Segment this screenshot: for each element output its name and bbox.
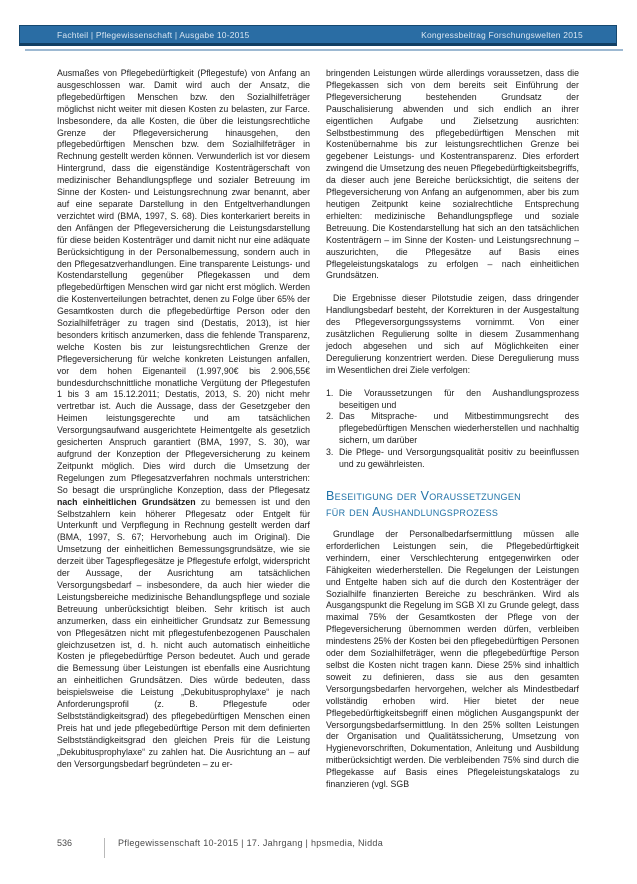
page-number: 536 (57, 838, 73, 848)
list-item (326, 447, 579, 471)
page-footer (57, 838, 383, 858)
paragraph-text-segment: Ausmaßes von Pflegebedürftigkeit (Pflegestufe) von Anfang an ausgeschlossen war. Damit wird auch der Ansatz, die pflegebedürftigen Menschen bzw. den Sozialhilfeträger möglichst nicht weiter mit diesen Kosten zu belasten, zur Farce. Insbesondere, da alle Kosten, die über die leistungsrechtliche Grenze der Pflegeversicherung hinausgehen, den pflegebedürftigen Menschen bzw. dem Sozialhilfeträger in Rechnung gestellt werden können. Verwunderlich ist vor diesem Hintergrund, dass die eigenständige Kostenträgerschaft von medizinischer Behandlungspflege und sozialer Betreuung im Sinne der Kosten- und Leistungsrechnung zwar benannt, aber auf eine separate Darstellung in den Entgeltverhandlungen verzichtet wird (BMA, 1997, S. 68). Dies konterkariert bereits in den Anfängen der Pflegeversicherung die Leistungsdarstellung für diese beiden Kostenträger und damit nicht nur eine adäquate Berücksichtigung in der Personalbemessung, sondern auch in den Pflegesatzverhandlungen. Eine transparente Leistungs- und Kostendarstellung gegenüber Pflegekassen und dem pflegebedürftigen Menschen wird gar nicht erst möglich. Werden die Kostenverteilungen betrachtet, denen zu Folge über 65% der Gesamtkosten durch die pflegebedürftige Person oder den Sozialhilfeträger zu tragen sind (Destatis, 2013), ist hier besonders kritisch anzumerken, dass die fehlende Transparenz, welche Kosten bis zur leistungsrechtlichen Grenze der Pflegeversicherung für welche konkreten Leistungen anfallen, vor dem hohen Eigenanteil (1.997,90€ bis 2.906,55€ bundesdurchschnittliche monatliche Vergütung der Pflegestufen 1 bis 3 am 15.12.2011; Destatis, 2013, S. 20) nicht mehr vertretbar ist. Auch die Aussage, dass der Gesetzgeber den Heimen leistungsgerechte und am tatsächlichen Versorgungsaufwand ausgerichtete Heimentgelte als gesetzlich gesicherten Anspruch garantiert (BMA, 1997, S. 30), war aufgrund der Konzeption der Pflegeversicherung zu keinem Zeitpunkt möglich. Dies wird durch die Umsetzung der Regelungen zum Pflegesatzverfahren nochmals unterstrichen: So besagt die ursprüngliche Konzeption, dass der Pflegesatz (57, 68, 310, 495)
paragraph-bold-segment: nach einheitlichen Grundsätzen (57, 496, 196, 507)
right-column (326, 68, 579, 832)
left-column-paragraph (57, 68, 310, 770)
section-heading (326, 488, 579, 520)
paragraph-text-segment: zu bemessen ist und den Selbstzahlern kein höherer Pflegesatz oder Entgelt für Unterkunft und Verpflegung in Rechnung gestellt werden darf (BMA, 1997, S. 67; Hervorhebung auch im Original). Die Umsetzung der einheitlichen Bemessungsgrundsätze, wie sie derzeit über Tagespflegesätze je Pflegestufe erfolgt, widerspricht der Aussage, der Ausrichtung am tatsächlichen Versorgungsbedarf – insbesondere, da auch hier wieder die Leistungsbereiche medizinische Behandlungspflege und soziale Betreuung unberücksichtigt bleiben. Sehr kritisch ist auch anzumerken, dass ein einheitlicher Grundsatz zur Bemessung von Pflegesätzen nicht mit pflegestufenbezogenen Pauschalen gleichzusetzen ist, d. h. nicht auch automatisch einheitliche Kosten je pflegebedürftige Person bedeutet. Auch und gerade die Bemessung über Leistungen ist ebenfalls eine Ausrichtung an einheitlichen Grundsätzen. Dies würde bedeuten, dass beispielsweise die Leistung „Dekubitusprophylaxe“ je nach Anforderungsprofil (z. B. Pflegestufe oder Selbstständigkeitsgrad) des pflegebedürftigen Menschen einen Preis hat und jede pflegebedürftige Person mit dem definierten Selbstständigkeitsgrad den gleichen Preis für die Leistung „Dekubitusprophylaxe“ zu zahlen hat. Die Ausrichtung an – auf den Versorgungsbedarf begründeten – zu er- (57, 496, 310, 769)
list-item (326, 411, 579, 447)
header-section-label: Fachteil | Pflegewissenschaft | Ausgabe 10-2015 (57, 29, 250, 40)
journal-info: Pflegewissenschaft 10-2015 | 17. Jahrgang | hpsmedia, Nidda (118, 838, 384, 848)
results-paragraph: Die Ergebnisse dieser Pilotstudie zeigen, dass dringender Handlungsbedarf besteht, der Korrekturen in der Ausgestaltung des Pflegeversorgungssystems vornimmt. Von einer zusätzlichen Regulierung sollte in diesem Zusammenhang jedoch abgesehen und sich auf Möglichkeiten einer Deregulierung konzentriert werden. Diese Deregulierung muss im Wesentlichen drei Ziele verfolgen: (326, 293, 579, 375)
article-body (57, 68, 582, 832)
list-item-number: 3. (326, 447, 334, 458)
section-heading-line: für den Aushandlungsprozess (326, 505, 499, 519)
list-item-text: Die Voraussetzungen für den Aushandlungsprozess beseitigen und (339, 387, 579, 410)
goal-list (326, 388, 579, 471)
page-header-bar (19, 25, 617, 46)
list-item-text: Das Mitsprache- und Mitbestimmungsrecht des pflegebedürftigen Menschen wiederherstellen und nachhaltig sichern, um darüber (339, 411, 579, 446)
header-underline (25, 49, 623, 51)
list-item-text: Die Pflege- und Versorgungsqualität positiv zu beeinflussen und zu gewährleisten. (339, 447, 579, 470)
header-article-type: Kongressbeitrag Forschungswelten 2015 (421, 29, 583, 40)
continuation-paragraph: bringenden Leistungen würde allerdings voraussetzen, dass die Pflegekassen sich von dem bereits seit Einführung der Pflegeversicherung bestehenden Grundsatz der Pauschalisierung abwenden und sich endlich an ihrer eigentlichen Aufgabe und Zielsetzung ausrichten: Selbstbestimmung des pflegebedürftigen Menschen mit Kostenübernahme bis zur leistungsrechtlichen Grenze bei gegebener Leistungs- und Kostentransparenz. Dies erfordert zwingend die Umsetzung des neuen Pflegebedürftigkeitsbegriffs, da dieser auch jene Bereiche berücksichtigt, die seitens der Pflegeversicherung von Anfang an aufgenommen, aber bis zum heutigen Zeitpunkt keine sozialrechtliche Entsprechung erhielten: medizinische Behandlungspflege und soziale Betreuung. Die Kostendarstellung hat sich an den tatsächlichen Kostenträgern – im Sinne der Kosten- und Leistungsrechnung – auszurichten, die Pflegesätze auf Basis eines Pflegeleistungskatalogs zu erfolgen – nach einheitlichen Grundsätzen. (326, 68, 579, 281)
list-item (326, 388, 579, 412)
left-column (57, 68, 310, 832)
personnel-paragraph: Grundlage der Personalbedarfsermittlung müssen alle erforderlichen Leistungen sein, die Pflegebedürftigkeit verhindern, einer Verschlechterung entgegenwirken oder Fähigkeiten wiederherstellen. Die Regelungen der Leistungen und Entgelte haben sich auf die durch den Kostenträger der Sozialhilfe finanzierten Bereiche zu beschränken. Wird als Ausgangspunkt die Regelung im SGB XI zu Grunde gelegt, dass maximal 75% der Gesamtkosten der Pflege von der Pflegeversicherung übernommen werden dürfen, verbleiben mindestens 25% der Kosten bei den pflegebedürftigen Personen oder dem Sozialhilfeträger, wenn die pflegebedürftige Person selbst die Kosten nicht tragen kann. Diese 25% sind inhaltlich soweit zu definieren, dass sie aus den gesamten Versorgungsbedarfen hervorgehen, welcher als Mindestbedarf vollständig erhoben wird. Hier bietet der neue Pflegebedürftigkeitsbegriff einen möglichen Ausgangspunkt der Versorgungsbedarfsermittlung. In den 25% sollten Leistungen der Organisation und Qualitätssicherung, Umsetzung von Hygienevorschriften, Dokumentation, Anleitung und Ausbildung mitberücksichtigt werden. Die verbleibenden 75% sind durch die Pflegekasse auf Basis eines Pflegeleistungskatalogs zu finanzieren (vgl. SGB (326, 529, 579, 790)
footer-divider (104, 838, 105, 858)
list-item-number: 1. (326, 387, 334, 398)
section-heading-line: Beseitigung der Voraussetzungen (326, 489, 521, 503)
list-item-number: 2. (326, 411, 334, 422)
